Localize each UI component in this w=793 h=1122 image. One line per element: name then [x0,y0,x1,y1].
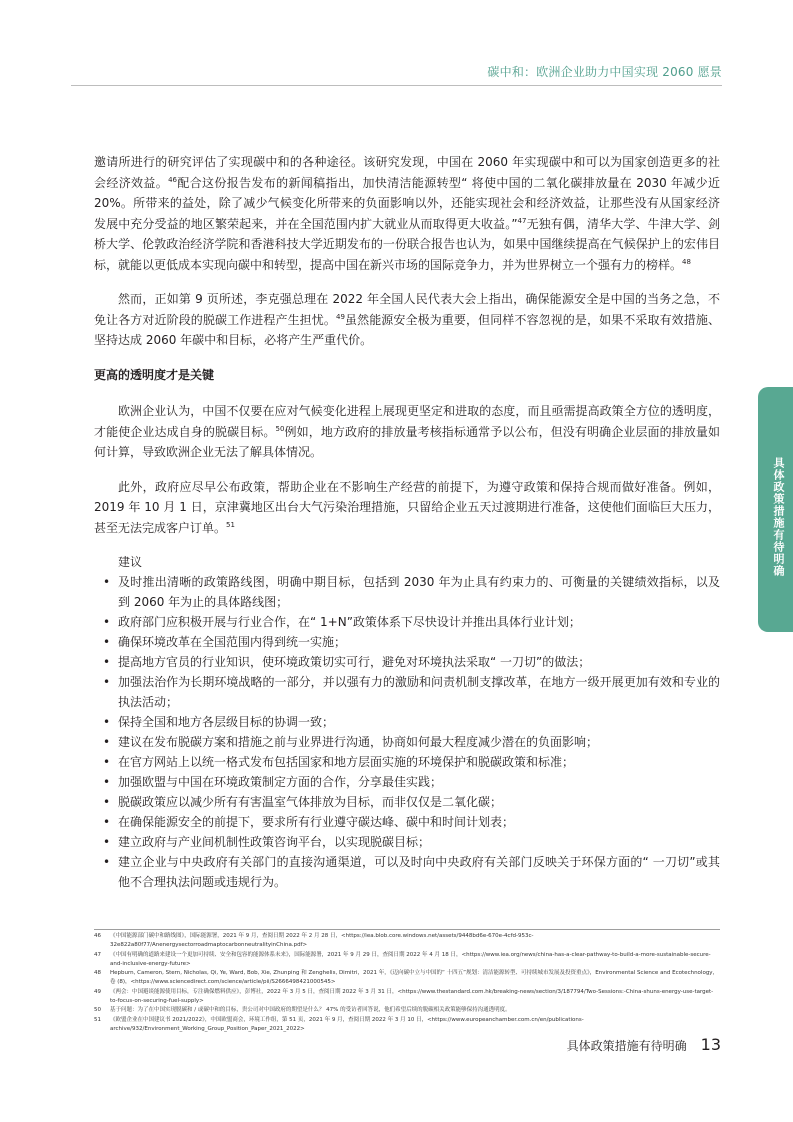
footnote-number: 47 [94,951,101,958]
footnote-item [94,951,720,970]
list-item-text: 建立企业与中央政府有关部门的直接沟通渠道，可以及时向中央政府有关部门反映关于环保方面的“ 一刀切”或其他不合理执法问题或违规行为。 [118,855,720,889]
bullet-icon: • [103,615,111,629]
footnote-number: 48 [94,970,101,977]
list-item [94,572,720,612]
list-item [94,652,720,672]
page-header-title: 碳中和：欧洲企业助力中国实现 2060 愿景 [487,65,722,79]
main-body [94,152,720,892]
footnote-ref[interactable]: 50 [275,424,285,433]
paragraph-text: 配合这份报告发布的新闻稿指出，加快清洁能源转型“ 将使中国的二氧化碳排放量在 2030 年减少近 20%。所带来的益处，除了减少气候变化所带来的负面影响以外，还能实现社会和经济效益，让那些没有从国家经济发展中充分受益的地区繁荣起来，并在全国范围内扩大就业从而取得更大收益。” [94,175,720,231]
list-item-text: 建立政府与产业间机制性政策咨询平台，以实现脱碳目标； [118,835,431,849]
footnote-item [94,969,720,988]
list-item [94,632,720,652]
footnote-text: Hepburn, Cameron, Stern, Nicholas, Qi, Ye, Ward, Bob, Xie, Zhunping 和 Zenghelis, Dimitri，2021 年，《迈向碳中立与中国的“ 十四五”规划：清洁能源转型、可持续城市发展及投资重点》，Environmental Science and Ecotechnology，卷 (8)，<https://www.sciencedirect.com/science/article/pii/S2666498421000545> [110,970,719,986]
bullet-icon: • [103,755,111,769]
bullet-icon: • [103,775,111,789]
body-paragraph [94,152,720,275]
side-tab-label: 具体政策措施有待明确 [772,457,785,577]
footnote-number: 51 [94,1016,101,1023]
footnote-text: 《两会：中国避谈能源使用目标，专注确保燃料供应》，彭博社，2022 年 3 月 5 日，查阅日期 2022 年 3 月 31 日，<https://www.thestandard.com.hk/breaking-news/section/3/187794/Two-Sessions:-China-shuns-energy-use-target-to-focus-on-securing-fuel-supply> [110,988,714,1005]
footnote-number: 49 [94,988,101,995]
footnote-ref[interactable]: 49 [335,312,345,321]
footnote-text: 《中国有明确的道路来建设一个更加可持续、安全和包容的能源体系未来》，国际能源署，2021 年 9 月 29 日，查阅日期 2022 年 4 月 18 日，<https://www.iea.org/news/china-has-a-clear-pathway-to-build-a-more-sustainable-secure-and-inclusive-energy-future> [110,951,711,967]
paragraph-text: 邀请所进行的研究评估了实现碳中和的各种途径。该研究发现，中国在 2060 年实现碳中和可以为国家创造更多的社会经济效益。 [94,155,720,190]
footnote-text: 基于问题：为了在中国实现脱碳和 / 或碳中和的目标，贵公司对中国政府的期望是什么？ 47% 的受访者回答说，他们希望后续的脱碳相关政策能够保持沟通透明度。 [110,1007,511,1014]
list-item [94,852,720,892]
footnote-ref[interactable]: 46 [168,175,177,184]
chapter-side-tab[interactable] [758,387,793,632]
list-item [94,812,720,832]
footnote-item [94,988,720,1007]
recommendations-list [94,572,720,892]
footnote-ref[interactable]: 48 [682,257,691,266]
list-item [94,792,720,812]
section-heading: 更高的透明度才是关键 [94,367,215,382]
list-item-text: 加强欧盟与中国在环境政策制定方面的合作，分享最佳实践； [118,775,443,789]
footnote-ref[interactable]: 47 [517,216,527,225]
paragraph-text: 虽然能源安全极为重要，但同样不容忽视的是，如果不采取有效措施、坚持达成 2060 年碳中和目标，必将产生严重代价。 [94,312,720,347]
paragraph-text: 然而，正如第 9 页所述，李克强总理在 2022 年全国人民代表大会上指出，确保能源安全是中国的当务之急，不免让各方对近阶段的脱碳工作进程产生担忧。 [94,292,720,327]
footnote-item [94,1016,720,1035]
footnote-item [94,1006,720,1015]
page-footer [567,1035,721,1054]
footer-section-label: 具体政策措施有待明确 [566,1039,687,1053]
list-item-text: 提高地方官员的行业知识，使环境政策切实可行，避免对环境执法采取“ 一刀切”的做法； [118,655,591,669]
list-item-text: 政府部门应积极开展与行业合作，在“ 1+N”政策体系下尽快设计并推出具体行业计划； [118,615,581,629]
bullet-icon: • [103,715,111,729]
body-paragraph [94,477,720,539]
list-item [94,832,720,852]
bullet-icon: • [103,675,111,689]
list-item [94,732,720,752]
list-item [94,752,720,772]
footnote-text: 《中国能源部门碳中和路线图》，国际能源署，2021 年 9 月，查阅日期 2022 年 2 月 28 日，<https://iea.blob.core.windows.net/assets/9448bd6e-670e-4cfd-953c-32e822a80f77/AnenergysectorroadmaptocarbonneutralityinChina.pdf> [110,933,534,949]
bullet-icon: • [103,635,111,649]
bullet-icon: • [103,835,111,849]
recommendations-title: 建议 [118,555,143,569]
list-item [94,772,720,792]
body-paragraph [94,289,720,351]
bullet-icon: • [103,795,111,809]
bullet-icon: • [103,735,111,749]
list-item-text: 在确保能源安全的前提下，要求所有行业遵守碳达峰、碳中和时间计划表； [118,815,515,829]
footnote-text: 《欧盟企业在中国建议书 2021/2022》，中国欧盟商会，环境工作组，第 51 页，2021 年 9 月，查阅日期 2022 年 3 月 10 日，<https://www.europeanchamber.com.cn/en/publications-archive/932/Environment_Working_Group_Position_Paper_2021_2022> [110,1016,584,1032]
list-item-text: 在官方网站上以统一格式发布包括国家和地方层面实施的环境保护和脱碳政策和标准； [118,755,575,769]
paragraph-text: 例如，地方政府的排放量考核指标通常予以公布，但没有明确企业层面的排放量如何计算，导致欧洲企业无法了解具体情况。 [94,424,720,459]
list-item [94,712,720,732]
body-paragraph [94,401,720,463]
list-item-text: 建议在发布脱碳方案和措施之前与业界进行沟通，协商如何最大程度减少潜在的负面影响； [118,735,599,749]
bullet-icon: • [103,655,111,669]
footnote-item [94,932,720,951]
paragraph-text: 无独有偶，清华大学、牛津大学、剑桥大学、伦敦政治经济学院和香港科技大学近期发布的一份联合报告也认为，如果中国继续提高在气候保护上的宏伟目标，就能以更低成本实现向碳中和转型，提高中国在新兴市场的国际竞争力，并为世界树立一个强有力的榜样。 [94,216,720,272]
footnote-number: 50 [94,1007,101,1014]
footnote-number: 46 [94,933,101,939]
footnote-divider [94,929,720,930]
list-item-text: 加强法治作为长期环境战略的一部分，并以强有力的激励和问责机制支撑改革，在地方一级开展更加有效和专业的执法活动； [118,675,720,709]
list-item-text: 保持全国和地方各层级目标的协调一致； [118,715,335,729]
list-item-text: 及时推出清晰的政策路线图，明确中期目标，包括到 2030 年为止具有约束力的、可衡量的关键绩效指标，以及到 2060 年为止的具体路线图； [118,575,720,609]
paragraph-text: 欧洲企业认为，中国不仅要在应对气候变化进程上展现更坚定和进取的态度，而且亟需提高政策全方位的透明度，才能使企业达成自身的脱碳目标。 [94,404,720,439]
list-item [94,672,720,712]
list-item [94,612,720,632]
footnote-ref[interactable]: 51 [226,520,235,529]
page-number: 13 [700,1035,721,1054]
bullet-icon: • [103,855,111,869]
header-divider [71,85,722,86]
list-item-text: 脱碳政策应以减少所有有害温室气体排放为目标，而非仅仅是二氧化碳； [118,795,503,809]
bullet-icon: • [103,815,111,829]
paragraph-text: 此外，政府应尽早公布政策，帮助企业在不影响生产经营的前提下，为遵守政策和保持合规而做好准备。例如，2019 年 10 月 1 日，京津冀地区出台大气污染治理措施，只留给企业五天过渡期进行准备，这使他们面临巨大压力，甚至无法完成客户订单。 [94,479,720,535]
bullet-icon: • [103,575,111,589]
list-item-text: 确保环境改革在全国范围内得到统一实施； [118,635,347,649]
footnotes [94,932,720,1034]
